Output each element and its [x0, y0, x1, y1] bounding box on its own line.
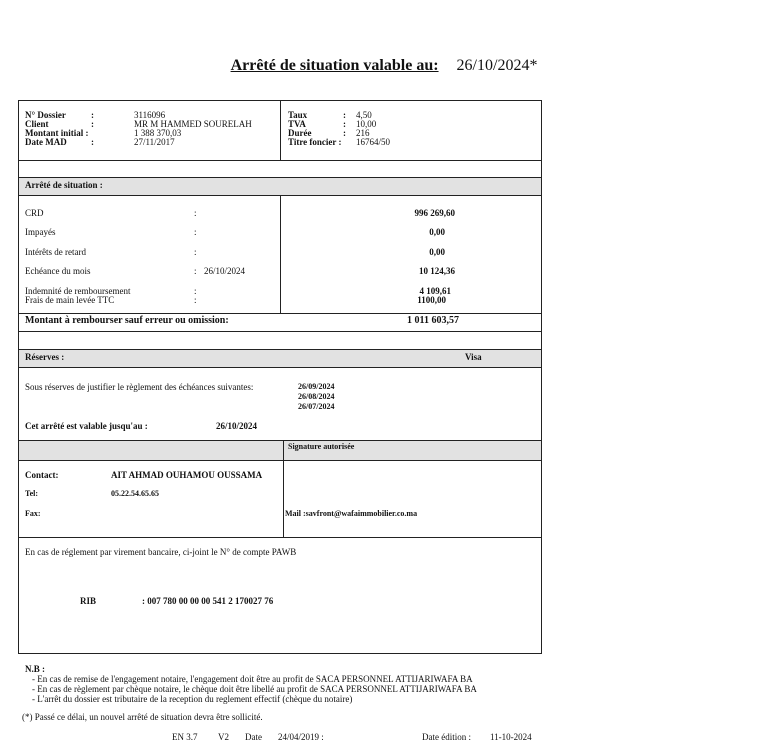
- colon: :: [194, 247, 197, 257]
- montant-label: Montant initial :: [25, 128, 89, 138]
- divider: [18, 177, 542, 178]
- colon: :: [343, 128, 346, 138]
- dossier-value: 3116096: [134, 110, 166, 120]
- divider: [18, 331, 542, 332]
- frais-label: Frais de main levée TTC: [25, 295, 115, 305]
- indemnite-amount: 4 109,61: [419, 286, 451, 296]
- contact-value: AIT AHMAD OUHAMOU OUSSAMA: [111, 470, 263, 480]
- nb-line: - L'arrêt du dossier est tributaire de la reception du reglement effectif (chèque du notaire): [32, 694, 353, 704]
- colon: :: [343, 119, 346, 129]
- total-amount: 1 011 603,57: [407, 315, 459, 326]
- row-label-interets: Intérêts de retard: [25, 247, 86, 257]
- situation-heading: Arrêté de situation :: [25, 180, 103, 190]
- reserves-text: Sous réserves de justifier le règlement des échéances suivantes:: [25, 382, 254, 392]
- signature-label: Signature autorisée: [288, 442, 355, 451]
- client-label: Client: [25, 119, 49, 129]
- divider: [18, 160, 542, 161]
- tva-value: 10,00: [356, 119, 377, 129]
- rib-label: RIB: [80, 596, 97, 606]
- reserve-date: 26/09/2024: [298, 382, 335, 391]
- titre-label: Titre foncier :: [288, 137, 342, 147]
- nb-line: - En cas de règlement par chèque notaire, le chèque doit être libellé au profit de SACA PERSONNEL ATTIJARIWAFA BA: [32, 684, 477, 694]
- title-label: Arrêté de situation valable au:: [230, 57, 439, 74]
- colon: :: [91, 119, 94, 129]
- datemad-value: 27/11/2017: [134, 137, 175, 147]
- rib-intro: En cas de réglement par virement bancaire, ci-joint le N° de compte PAWB: [25, 547, 297, 557]
- contact-label: Contact:: [25, 470, 59, 480]
- document-title: [0, 57, 768, 75]
- row-amount-crd: 996 269,60: [414, 208, 455, 218]
- visa-label: Visa: [465, 352, 482, 362]
- footer-date-value: 24/04/2019 :: [278, 732, 324, 742]
- tva-label: TVA: [288, 119, 306, 129]
- colon: :: [194, 295, 197, 305]
- datemad-label: Date MAD: [25, 137, 67, 147]
- signature-band: [19, 440, 541, 460]
- footer-edition-value: 11-10-2024: [490, 732, 532, 742]
- reserve-date: 26/07/2024: [298, 402, 335, 411]
- divider: [18, 367, 542, 368]
- row-date-echeance: 26/10/2024: [204, 266, 246, 276]
- footer-edition-label: Date édition :: [422, 732, 471, 742]
- colon: :: [194, 227, 197, 237]
- row-label-crd: CRD: [25, 208, 44, 218]
- dossier-label: N° Dossier: [25, 110, 66, 120]
- row-label-impayes: Impayés: [25, 227, 56, 237]
- footer-version: EN 3.7: [172, 732, 198, 742]
- column-divider: [280, 100, 281, 160]
- mail-value: Mail :savfront@wafaimmobilier.co.ma: [285, 509, 418, 518]
- colon: :: [194, 286, 197, 296]
- divider: [18, 349, 542, 350]
- frais-amount: 1100,00: [417, 295, 446, 305]
- indemnite-label: Indemnité de remboursement: [25, 286, 131, 296]
- title-date: 26/10/2024*: [456, 57, 538, 74]
- total-label: Montant à rembourser sauf erreur ou omission:: [25, 315, 229, 326]
- colon: :: [194, 208, 197, 218]
- divider: [18, 313, 542, 314]
- tel-label: Tel:: [25, 489, 39, 498]
- fax-label: Fax:: [25, 509, 41, 518]
- reserves-heading: Réserves :: [25, 352, 65, 362]
- row-amount-interets: 0,00: [429, 247, 445, 257]
- footer-v: V2: [218, 732, 229, 742]
- reserve-date: 26/08/2024: [298, 392, 335, 401]
- taux-label: Taux: [288, 110, 308, 120]
- footer-note: (*) Passé ce délai, un nouvel arrêté de situation devra être sollicité.: [22, 712, 263, 722]
- nb-line: - En cas de remise de l'engagement notaire, l'engagement doit être au profit de SACA PERSONNEL ATTIJARIWAFA BA: [32, 674, 473, 684]
- duree-label: Durée: [288, 128, 312, 138]
- column-divider: [280, 195, 281, 313]
- tel-value: 05.22.54.65.65: [111, 489, 159, 498]
- colon: :: [194, 266, 197, 276]
- titre-value: 16764/50: [356, 137, 391, 147]
- taux-value: 4,50: [356, 110, 372, 120]
- divider: [18, 460, 542, 461]
- colon: :: [343, 110, 346, 120]
- row-amount-echeance: 10 124,36: [419, 266, 455, 276]
- colon: :: [91, 110, 94, 120]
- colon: :: [91, 137, 94, 147]
- divider: [18, 440, 542, 441]
- column-divider: [283, 440, 284, 537]
- nb-heading: N.B :: [25, 664, 45, 674]
- reserves-band: [19, 349, 541, 367]
- client-value: MR M HAMMED SOURELAH: [134, 119, 252, 129]
- montant-value: 1 388 370,03: [134, 128, 182, 138]
- footer-date-label: Date: [245, 732, 262, 742]
- duree-value: 216: [356, 128, 370, 138]
- row-amount-impayes: 0,00: [429, 227, 445, 237]
- valid-label: Cet arrêté est valable jusqu'au :: [25, 421, 148, 431]
- row-label-echeance: Echéance du mois: [25, 266, 91, 276]
- rib-value: : 007 780 00 00 00 541 2 170027 76: [142, 596, 274, 606]
- divider: [18, 537, 542, 538]
- valid-date: 26/10/2024: [216, 421, 258, 431]
